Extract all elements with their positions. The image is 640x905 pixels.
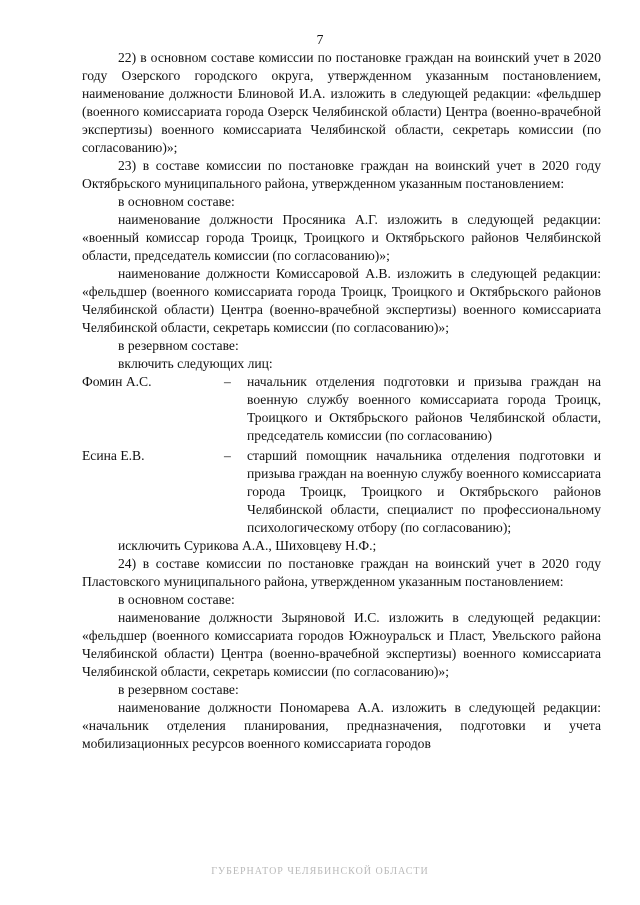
item-23-reserve-heading: в резервном составе: [118, 338, 239, 353]
page-number: 7 [316, 32, 324, 47]
person-position: старший помощник начальника отделения подготовки и призыва граждан на военную службу военного комиссариата города Троицк, Троицкого и Октябрьского районов Челябинской области, специалист по профессиональному психологическому отбору (по согласованию); [247, 448, 601, 535]
item-24: 24) в составе комиссии по постановке граждан на воинский учет в 2020 году Пластовского муниципального района, утвержденном указанным постановлением: [82, 556, 601, 589]
footer-watermark: ГУБЕРНАТОР ЧЕЛЯБИНСКОЙ ОБЛАСТИ [211, 866, 429, 877]
item-23-include-heading: включить следующих лиц: [118, 356, 273, 371]
item-23-prosyanik: наименование должности Просяника А.Г. изложить в следующей редакции: «военный комиссар города Троицк, Троицкого и Октябрьского районов Челябинской области, председатель комиссии (по согласованию)»; [82, 212, 601, 263]
item-22: 22) в основном составе комиссии по постановке граждан на воинский учет в 2020 году Озерского городского округа, утвержденном указанным постановлением, наименование должности Блиновой И.А. изложить в следующей редакции: «фельдшер (военного комиссариата города Озерск Челябинской области) Центра (военно-врачебной экспертизы) военного комиссариата Челябинской области, секретарь комиссии (по согласованию)»; [82, 50, 601, 155]
person-dash: – [224, 374, 231, 389]
item-24-zyryanova: наименование должности Зыряновой И.С. изложить в следующей редакции: «фельдшер (военного комиссариата городов Южноуральск и Пласт, Увельского района Челябинской области) Центра (военно-врачебной экспертизы) военного комиссариата Челябинской области, секретарь комиссии (по согласованию)»; [82, 610, 601, 679]
item-23-exclude: исключить Сурикова А.А., Шиховцеву Н.Ф.; [118, 538, 377, 553]
person-position: начальник отделения подготовки и призыва граждан на военную службу военного комиссариата города Троицк, Троицкого и Октябрьского районов Челябинской области, председатель комиссии (по согласованию) [247, 374, 601, 443]
person-name: Фомин А.С. [82, 374, 152, 389]
item-23: 23) в составе комиссии по постановке граждан на воинский учет в 2020 году Октябрьского муниципального района, утвержденном указанным постановлением: [82, 158, 601, 191]
person-row-esina [82, 447, 601, 537]
person-row-fomin [82, 373, 601, 445]
document-body [82, 49, 601, 753]
person-name: Есина Е.В. [82, 448, 145, 463]
item-24-ponomarev: наименование должности Пономарева А.А. изложить в следующей редакции: «начальник отделения планирования, предназначения, подготовки и учета мобилизационных ресурсов военного комиссариата городов [82, 700, 601, 751]
item-24-reserve-heading: в резервном составе: [118, 682, 239, 697]
item-23-komissarova: наименование должности Комиссаровой А.В. изложить в следующей редакции: «фельдшер (военного комиссариата города Троицк, Троицкого и Октябрьского районов Челябинской области) Центра (военно-врачебной экспертизы) военного комиссариата Челябинской области, секретарь комиссии (по согласованию)»; [82, 266, 601, 335]
item-23-main-heading: в основном составе: [118, 194, 235, 209]
person-dash: – [224, 448, 231, 463]
item-24-main-heading: в основном составе: [118, 592, 235, 607]
